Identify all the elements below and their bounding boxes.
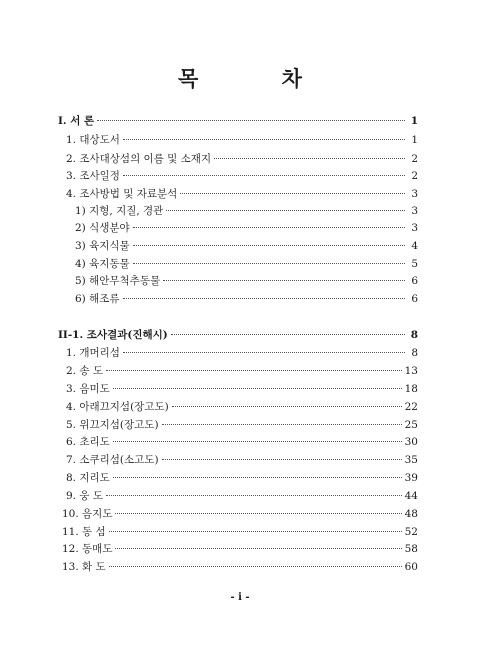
toc-entry[interactable]: 3. 음미도 18 — [66, 383, 418, 395]
toc-entry-results[interactable]: II-1. 조사결과(진해시) 8 — [58, 329, 418, 341]
toc-entry[interactable]: 5. 위끄지섬(장고도) 25 — [66, 419, 418, 431]
page-title: 목 차 — [178, 66, 340, 91]
toc-entry[interactable]: 10. 음지도 48 — [62, 508, 418, 520]
page-number-footer: - i - — [230, 592, 250, 603]
toc-subentry[interactable]: 6) 해조류 6 — [75, 293, 418, 305]
toc-entry[interactable]: 12. 동매도 58 — [62, 543, 418, 555]
toc-entry[interactable]: 1. 개머리섬 8 — [66, 347, 418, 359]
toc-subentry[interactable]: 5) 해안무척추동물 6 — [75, 275, 418, 287]
toc-subentry[interactable]: 4) 육지동물 5 — [75, 258, 418, 270]
toc-entry-intro[interactable]: I. 서 론 1 — [58, 115, 418, 127]
toc-entry[interactable]: 7. 소쿠리섬(소고도) 35 — [66, 454, 418, 466]
toc-entry[interactable]: 4. 아래끄지섬(장고도) 22 — [66, 401, 418, 413]
toc-subentry[interactable]: 2) 식생분야 3 — [75, 222, 418, 234]
toc-subentry[interactable]: 3) 육지식물 4 — [75, 240, 418, 252]
toc-entry[interactable]: 6. 초리도 30 — [66, 436, 418, 448]
toc-entry[interactable]: 8. 지리도 39 — [66, 472, 418, 484]
toc-entry[interactable]: 11. 동 섬 52 — [62, 526, 418, 538]
toc-entry[interactable]: 2. 송 도 13 — [66, 365, 418, 377]
toc-entry[interactable]: 3. 조사일정 2 — [66, 170, 418, 182]
toc-entry[interactable]: 4. 조사방법 및 자료분석 3 — [66, 188, 418, 200]
toc-entry[interactable]: 2. 조사대상섬의 이름 및 소재지 2 — [66, 153, 418, 165]
toc-subentry[interactable]: 1) 지형, 지질, 경관 3 — [75, 205, 418, 217]
toc-entry[interactable]: 13. 화 도 60 — [62, 561, 418, 573]
toc-entry[interactable]: 1. 대상도서 1 — [66, 134, 418, 146]
toc-entry[interactable]: 9. 웅 도 44 — [66, 490, 418, 502]
